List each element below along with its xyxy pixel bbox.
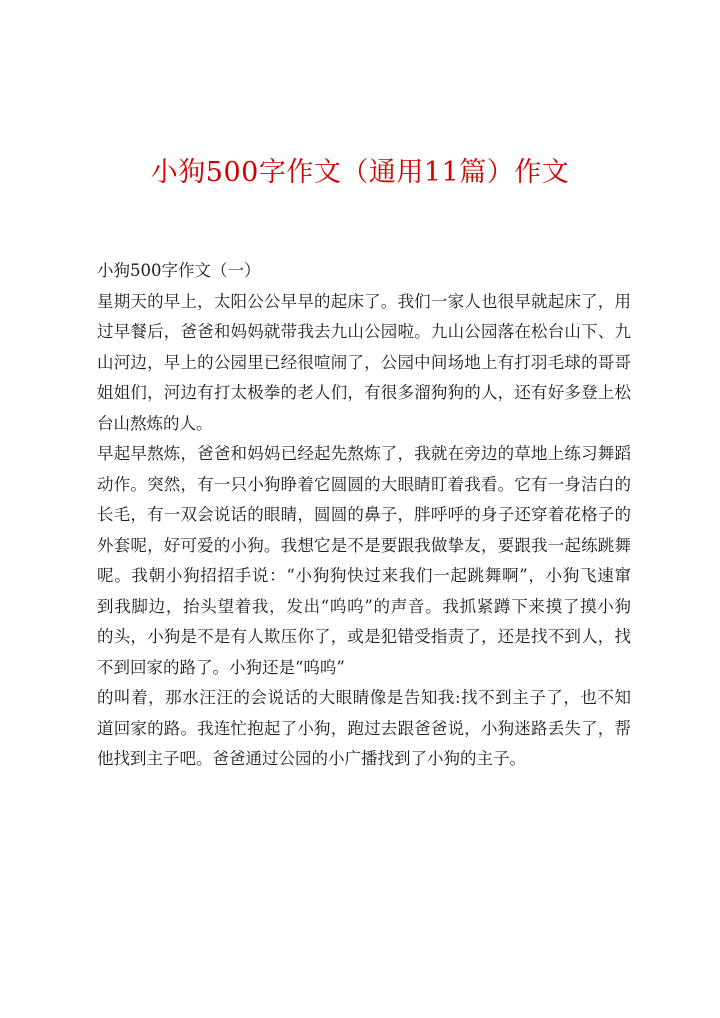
paragraph-line: 不到回家的路了。小狗还是“呜呜”: [97, 657, 345, 677]
paragraph-list: [97, 287, 631, 775]
section-heading: 小狗500字作文（一）: [97, 261, 261, 280]
paragraph-line: 长毛，有一双会说话的眼睛，圆圆的鼻子，胖呼呼的身子还穿着花格子的: [97, 505, 631, 524]
paragraph-line: 星期天的早上，太阳公公早早的起床了。我们一家人也很早就起床了，用: [97, 291, 631, 311]
paragraph: [97, 439, 631, 683]
paragraph-line: 呢。我朝小狗招招手说：“小狗狗快过来我们一起跳舞啊”，小狗飞速窜: [97, 566, 631, 585]
paragraph-line: 外套呢，好可爱的小狗。我想它是不是要跟我做挚友，要跟我一起练跳舞: [97, 535, 631, 555]
document-body: [97, 256, 631, 775]
paragraph-line: 台山熬炼的人。: [97, 413, 213, 433]
paragraph: [97, 683, 631, 775]
paragraph-line: 他找到主子吧。爸爸通过公园的小广播找到了小狗的主子。: [97, 749, 526, 768]
paragraph-line: 道回家的路。我连忙抱起了小狗，跑过去跟爸爸说，小狗迷路丢失了，帮: [97, 718, 631, 738]
document-title: 小狗500字作文（通用11篇）作文: [150, 157, 570, 188]
paragraph: [97, 287, 631, 440]
paragraph-line: 姐姐们，河边有打太极拳的老人们，有很多溜狗狗的人，还有好多登上松: [97, 383, 631, 402]
paragraph-line: 的头，小狗是不是有人欺压你了，或是犯错受指责了，还是找不到人，找: [97, 627, 631, 646]
paragraph-line: 山河边，早上的公园里已经很喧闹了，公园中间场地上有打羽毛球的哥哥: [97, 352, 631, 372]
paragraph-line: 动作。突然，有一只小狗睁着它圆圆的大眼睛盯着我看。它有一身洁白的: [97, 474, 631, 494]
paragraph-line: 的叫着，那水汪汪的会说话的大眼睛像是告知我:找不到主子了，也不知: [97, 688, 631, 707]
paragraph-line: 早起早熬炼，爸爸和妈妈已经起先熬炼了，我就在旁边的草地上练习舞蹈: [97, 444, 631, 463]
paragraph-line: 到我脚边，抬头望着我，发出“呜呜”的声音。我抓紧蹲下来摸了摸小狗: [97, 596, 631, 616]
paragraph-line: 过早餐后，爸爸和妈妈就带我去九山公园啦。九山公园落在松台山下、九: [97, 322, 631, 341]
